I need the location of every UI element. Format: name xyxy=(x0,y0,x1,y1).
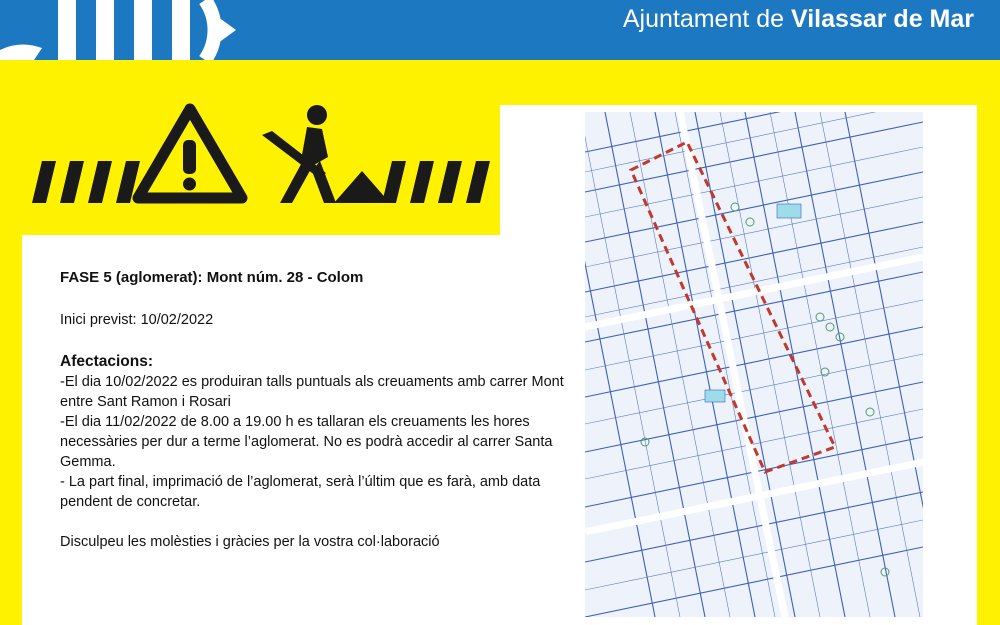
work-area-outline xyxy=(631,142,835,472)
roadworker-icon xyxy=(262,105,390,203)
municipal-logo-icon xyxy=(0,0,260,60)
notice-text xyxy=(60,268,570,552)
affection-item: -El dia 10/02/2022 es produiran talls puntuals als creuaments amb carrer Mont entre Sant Ramon i Rosari xyxy=(60,374,564,410)
start-date: Inici previst: 10/02/2022 xyxy=(60,312,214,328)
affection-item: - La part final, imprimació de l’aglomerat, serà l’últim que es farà, amb data pendent de concretar. xyxy=(60,474,541,510)
page-title: Ajuntament de Vilassar de Mar xyxy=(622,5,974,33)
header-bar xyxy=(0,0,1000,60)
caution-stripes-icon xyxy=(32,161,140,203)
caution-stripes-icon xyxy=(382,161,490,203)
closing-text: Disculpeu les molèsties i gràcies per la vostra col·laboració xyxy=(60,534,440,550)
affections-heading: Afectacions: xyxy=(60,353,154,370)
street-map xyxy=(585,112,923,617)
roadworks-banner xyxy=(22,95,500,220)
map-plots xyxy=(585,112,923,617)
phase-title: FASE 5 (aglomerat): Mont núm. 28 - Colom xyxy=(60,269,364,286)
warning-triangle-icon xyxy=(138,109,242,198)
affection-item: -El dia 11/02/2022 de 8.00 a 19.00 h es tallaran els creuaments les hores necessàries per dur a terme l’aglomerat. No es podrà accedir al carrer Santa Gemma. xyxy=(60,414,553,470)
